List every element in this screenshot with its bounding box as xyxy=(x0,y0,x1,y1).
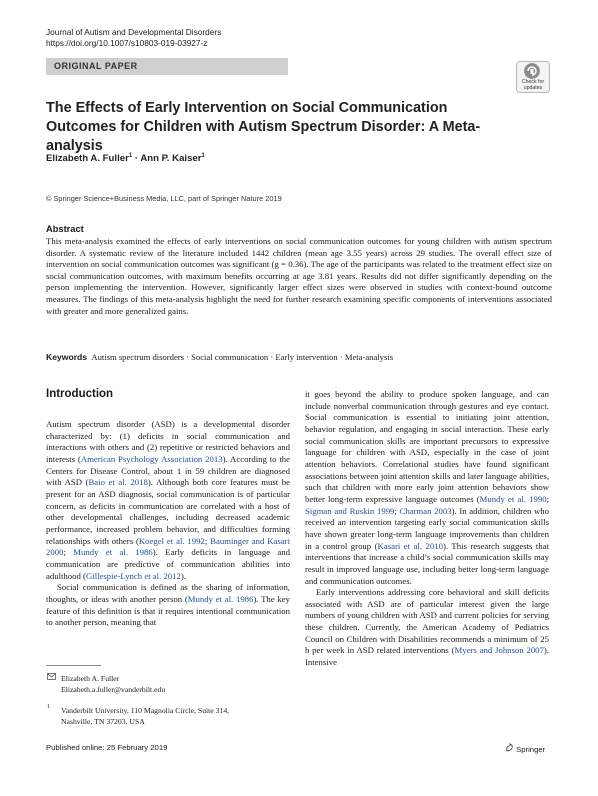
citation-link[interactable]: Charman 2003 xyxy=(399,505,452,516)
paragraph-text: ). Although both core features must be present for an ASD diagnosis, social communication is of particular concern, as deficits in communication are correlated with a host of other developmental challenges, including decreased academic performance, increased problem behavior, and difficulties forming relationships with others ( xyxy=(46,477,290,546)
paragraph-text: Autism spectrum disorder (ASD) is a developmental disorder characterized by: (1) deficits in social communication and interactions with others and (2) repetitive or restricted behaviors and interests ( xyxy=(46,419,290,464)
citation-link[interactable]: Koegel et al. 1992 xyxy=(138,535,205,546)
paragraph-text: ). According to the Centers for Disease Control, about 1 in 59 children are diagnosed with ASD ( xyxy=(46,453,291,488)
article-title: The Effects of Early Intervention on Social Communication Outcomes for Children with Autism Spectrum Disorder: A Meta-analysis xyxy=(46,100,481,154)
citation-link[interactable]: Bauminger and Kasari 2000 xyxy=(46,535,290,558)
paragraph-text: ). In addition, children who received an intervention targeting early social communication skills have shown greater long-term language improvements than children in a control group ( xyxy=(305,505,550,551)
paragraph-text: Social communication is defined as the sharing of information, thoughts, or ideas with another person ( xyxy=(46,582,290,604)
check-label-line1: Check for xyxy=(521,79,545,85)
correspondence-email[interactable]: Elizabeth.a.fuller@vanderbilt.edu xyxy=(61,685,166,694)
paragraph-text: ). Early deficits in language and communication are predictive of communication abilities into adulthood ( xyxy=(46,547,290,581)
section-heading-introduction: Introduction xyxy=(46,388,114,400)
footnote-divider xyxy=(46,665,101,666)
keywords-label: Keywords xyxy=(46,352,88,362)
affiliation-line: Nashville, TN 37203, USA xyxy=(61,717,145,726)
keywords-list: Autism spectrum disorders · Social communication · Early intervention · Meta-analysis xyxy=(91,352,394,362)
paragraph-text: ; xyxy=(204,535,211,546)
article-type-label: ORIGINAL PAPER xyxy=(54,61,138,71)
copyright-notice: © Springer Science+Business Media, LLC, part of Springer Nature 2019 xyxy=(46,194,282,203)
check-for-updates-label xyxy=(517,80,549,91)
citation-link[interactable]: Gillespie-Lynch et al. 2012 xyxy=(85,570,181,581)
abstract-text: This meta-analysis examined the effects of early interventions on social communication outcomes for young children with autism spectrum disorder. A systematic review of the literature included 1442 children (mean age 3.55 years) across 29 studies. The overall effect size of intervention on social communication outcomes was significant (g = 0.36). The age of the participants was related to the treatment effect size on social communication outcomes, with maximum benefits occurring at age 3.81 years. Results did not differ significantly depending on the person implementing the intervention. However, significantly larger effect sizes were observed in studies with context-bound outcome measures. The findings of this meta-analysis highlight the need for further research examining specific components of interventions associated with greater and more generalized gains. xyxy=(46,236,552,316)
citation-link[interactable]: Mundy et al. 1986 xyxy=(187,593,254,604)
paragraph-text: it goes beyond the ability to produce spoken language, and can include nonverbal communication through gestures and eye contact. Social communication is essential to initiating joint attention, behavior regulation, and engaging in social interaction. These early social communication skills are important precursors to expressive language for children with ASD, especially in the case of joint attention behaviors. Correlational studies have found significant associations between joint attention skills and later language abilities, such that children with more early joint attention behaviors show better long-term expressive language outcomes ( xyxy=(305,389,549,504)
check-label-line2: updates xyxy=(523,84,543,91)
body-column-right xyxy=(305,389,549,669)
citation-link[interactable]: Mundy et al. 1986 xyxy=(73,547,153,558)
paragraph-text: ). Intensive xyxy=(305,645,549,668)
citation-link[interactable]: American Psychology Association 2013 xyxy=(80,453,223,464)
paragraph-text: ; xyxy=(63,547,74,558)
citation-link[interactable]: Kasari et al. 2010 xyxy=(377,540,443,551)
publisher-logo xyxy=(505,743,545,754)
paragraph-text: Early interventions addressing core behavioral and skill deficits associated with ASD are of particular interest given the large numbers of young children with ASD and current policies for serving these children. Currently, the American Academy of Pediatrics Council on Children with Disabilities recommends a minimum of 25 h per week in ASD related interventions ( xyxy=(305,587,549,656)
author-name[interactable]: Elizabeth A. Fuller xyxy=(46,153,129,165)
paragraph xyxy=(46,419,290,582)
paragraph-text: ; xyxy=(394,505,400,516)
citation-link[interactable]: Sigman and Ruskin 1999 xyxy=(305,505,395,516)
paragraph xyxy=(305,389,549,587)
author-name[interactable]: Ann P. Kaiser xyxy=(140,153,202,165)
check-for-updates-icon xyxy=(524,63,540,79)
paragraph xyxy=(305,587,549,669)
correspondence-name: Elizabeth A. Fuller xyxy=(61,674,120,683)
paragraph-text: ). xyxy=(180,570,186,581)
springer-logo-icon xyxy=(505,745,516,754)
author-affiliation-mark: 1 xyxy=(201,153,205,159)
citation-link[interactable]: Baio et al. 2018 xyxy=(88,477,148,488)
affiliation-line: Vanderbilt University, 110 Magnolia Circle, Suite 314, xyxy=(61,706,230,715)
author-separator: · xyxy=(132,153,141,165)
journal-name: Journal of Autism and Developmental Disorders xyxy=(46,27,222,37)
published-date: Published online: 25 February 2019 xyxy=(46,743,168,752)
publisher-name: Springer xyxy=(516,745,546,754)
paragraph-text: ). This research suggests that interventions that increase a child’s social communication skills may result in improved language use, including better long-term language and communication outcomes. xyxy=(305,540,550,586)
doi-link[interactable]: https://doi.org/10.1007/s10803-019-03927-z xyxy=(46,38,208,48)
abstract-heading: Abstract xyxy=(46,224,84,234)
envelope-icon xyxy=(47,673,56,682)
author-affiliation-mark: 1 xyxy=(128,153,133,159)
author-list xyxy=(46,153,205,164)
citation-link[interactable]: Mundy et al. 1990 xyxy=(479,493,547,504)
keywords xyxy=(46,352,393,362)
paragraph-text: ; xyxy=(546,493,549,504)
citation-link[interactable]: Myers and Johnson 2007 xyxy=(454,645,544,656)
affiliation-number: 1 xyxy=(47,704,50,710)
body-column-left xyxy=(46,419,290,629)
paragraph xyxy=(46,582,290,629)
paragraph-text: ). The key feature of this definition is that it requires intentional communication to another person, meaning that xyxy=(46,593,290,628)
